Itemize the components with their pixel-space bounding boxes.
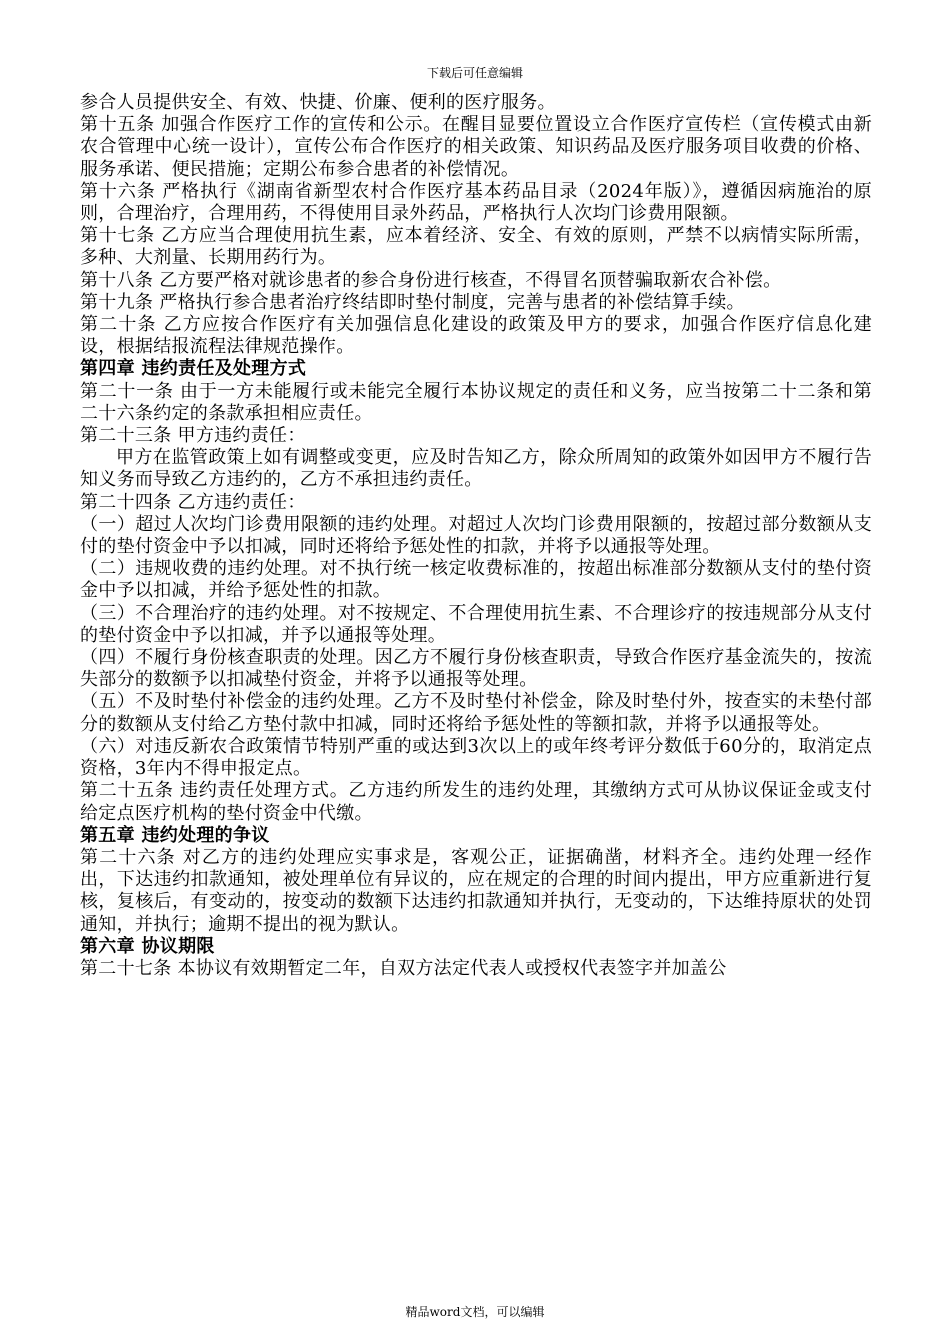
article-24-item-5: （五）不及时垫付补偿金的违约处理。乙方不及时垫付补偿金，除及时垫付外，按查实的未垫付部分的数额从支付给乙方垫付款中扣减，同时还将给予惩处性的等额扣款，并将予以通报等处。 bbox=[80, 691, 872, 735]
article-21: 第二十一条 由于一方未能履行或未能完全履行本协议规定的责任和义务，应当按第二十二条和第二十六条约定的条款承担相应责任。 bbox=[80, 380, 872, 424]
chapter-4-heading: 第四章 违约责任及处理方式 bbox=[80, 358, 307, 380]
article-24-item-3: （三）不合理治疗的违约处理。对不按规定、不合理使用抗生素、不合理诊疗的按违规部分从支付的垫付资金中予以扣减，并予以通报等处理。 bbox=[80, 602, 872, 646]
article-27: 第二十七条 本协议有效期暂定二年，自双方法定代表人或授权代表签字并加盖公 bbox=[80, 957, 727, 979]
article-26: 第二十六条 对乙方的违约处理应实事求是，客观公正，证据确凿，材料齐全。违约处理一经作出，下达违约扣款通知，被处理单位有异议的，应在规定的合理的时间内提出，甲方应重新进行复核，复核后，有变动的，按变动的数额下达违约扣款通知并执行，无变动的，下达维持原状的处罚通知，并执行；逾期不提出的视为默认。 bbox=[80, 846, 872, 935]
article-15: 第十五条 加强合作医疗工作的宣传和公示。在醒目显要位置设立合作医疗宣传栏（宣传模式由新农合管理中心统一设计），宣传公布合作医疗的相关政策、知识药品及医疗服务项目收费的价格、服务承诺、便民措施；定期公布参合患者的补偿情况。 bbox=[80, 114, 872, 180]
article-24: 第二十四条 乙方违约责任： bbox=[80, 491, 306, 513]
article-24-item-6: （六）对违反新农合政策情节特别严重的或达到3次以上的或年终考评分数低于60分的，取消定点资格，3年内不得申报定点。 bbox=[80, 735, 872, 780]
article-23-body: 甲方在监管政策上如有调整或变更，应及时告知乙方，除众所周知的政策外如因甲方不履行告知义务而导致乙方违约的，乙方不承担违约责任。 bbox=[80, 447, 872, 491]
article-25: 第二十五条 违约责任处理方式。乙方违约所发生的违约处理，其缴纳方式可从协议保证金或支付给定点医疗机构的垫付资金中代缴。 bbox=[80, 780, 872, 824]
article-24-item-4: （四）不履行身份核查职责的处理。因乙方不履行身份核查职责，导致合作医疗基金流失的，按流失部分的数额予以扣减垫付资金，并将予以通报等处理。 bbox=[80, 647, 872, 691]
chapter-6-heading: 第六章 协议期限 bbox=[80, 935, 215, 957]
article-24-item-2: （二）违规收费的违约处理。对不执行统一核定收费标准的，按超出标准部分数额从支付的垫付资金中予以扣减，并给予惩处性的扣款。 bbox=[80, 558, 872, 602]
document-body bbox=[80, 92, 872, 980]
chapter-5-heading: 第五章 违约处理的争议 bbox=[80, 824, 270, 846]
article-24-item-1: （一）超过人次均门诊费用限额的违约处理。对超过人次均门诊费用限额的，按超过部分数额从支付的垫付资金中予以扣减，同时还将给予惩处性的扣款，并将予以通报等处理。 bbox=[80, 513, 872, 558]
page-header: 下载后可任意编辑 bbox=[426, 66, 523, 80]
article-17: 第十七条 乙方应当合理使用抗生素，应本着经济、安全、有效的原则，严禁不以病情实际所需，多种、大剂量、长期用药行为。 bbox=[80, 225, 872, 269]
page-footer: 精品word文档，可以编辑 bbox=[405, 1305, 545, 1319]
article-16: 第十六条 严格执行《湖南省新型农村合作医疗基本药品目录（2024年版）》，遵循因病施治的原则，合理治疗，合理用药，不得使用目录外药品，严格执行人次均门诊费用限额。 bbox=[80, 180, 872, 225]
article-19: 第十九条 严格执行参合患者治疗终结即时垫付制度，完善与患者的补偿结算手续。 bbox=[80, 291, 745, 313]
article-20: 第二十条 乙方应按合作医疗有关加强信息化建设的政策及甲方的要求，加强合作医疗信息化建设，根据结报流程法律规范操作。 bbox=[80, 314, 872, 358]
article-23: 第二十三条 甲方违约责任： bbox=[80, 425, 306, 447]
article-18: 第十八条 乙方要严格对就诊患者的参合身份进行核查，不得冒名顶替骗取新农合补偿。 bbox=[80, 269, 782, 291]
paragraph: 参合人员提供安全、有效、快捷、价廉、便利的医疗服务。 bbox=[80, 92, 556, 113]
